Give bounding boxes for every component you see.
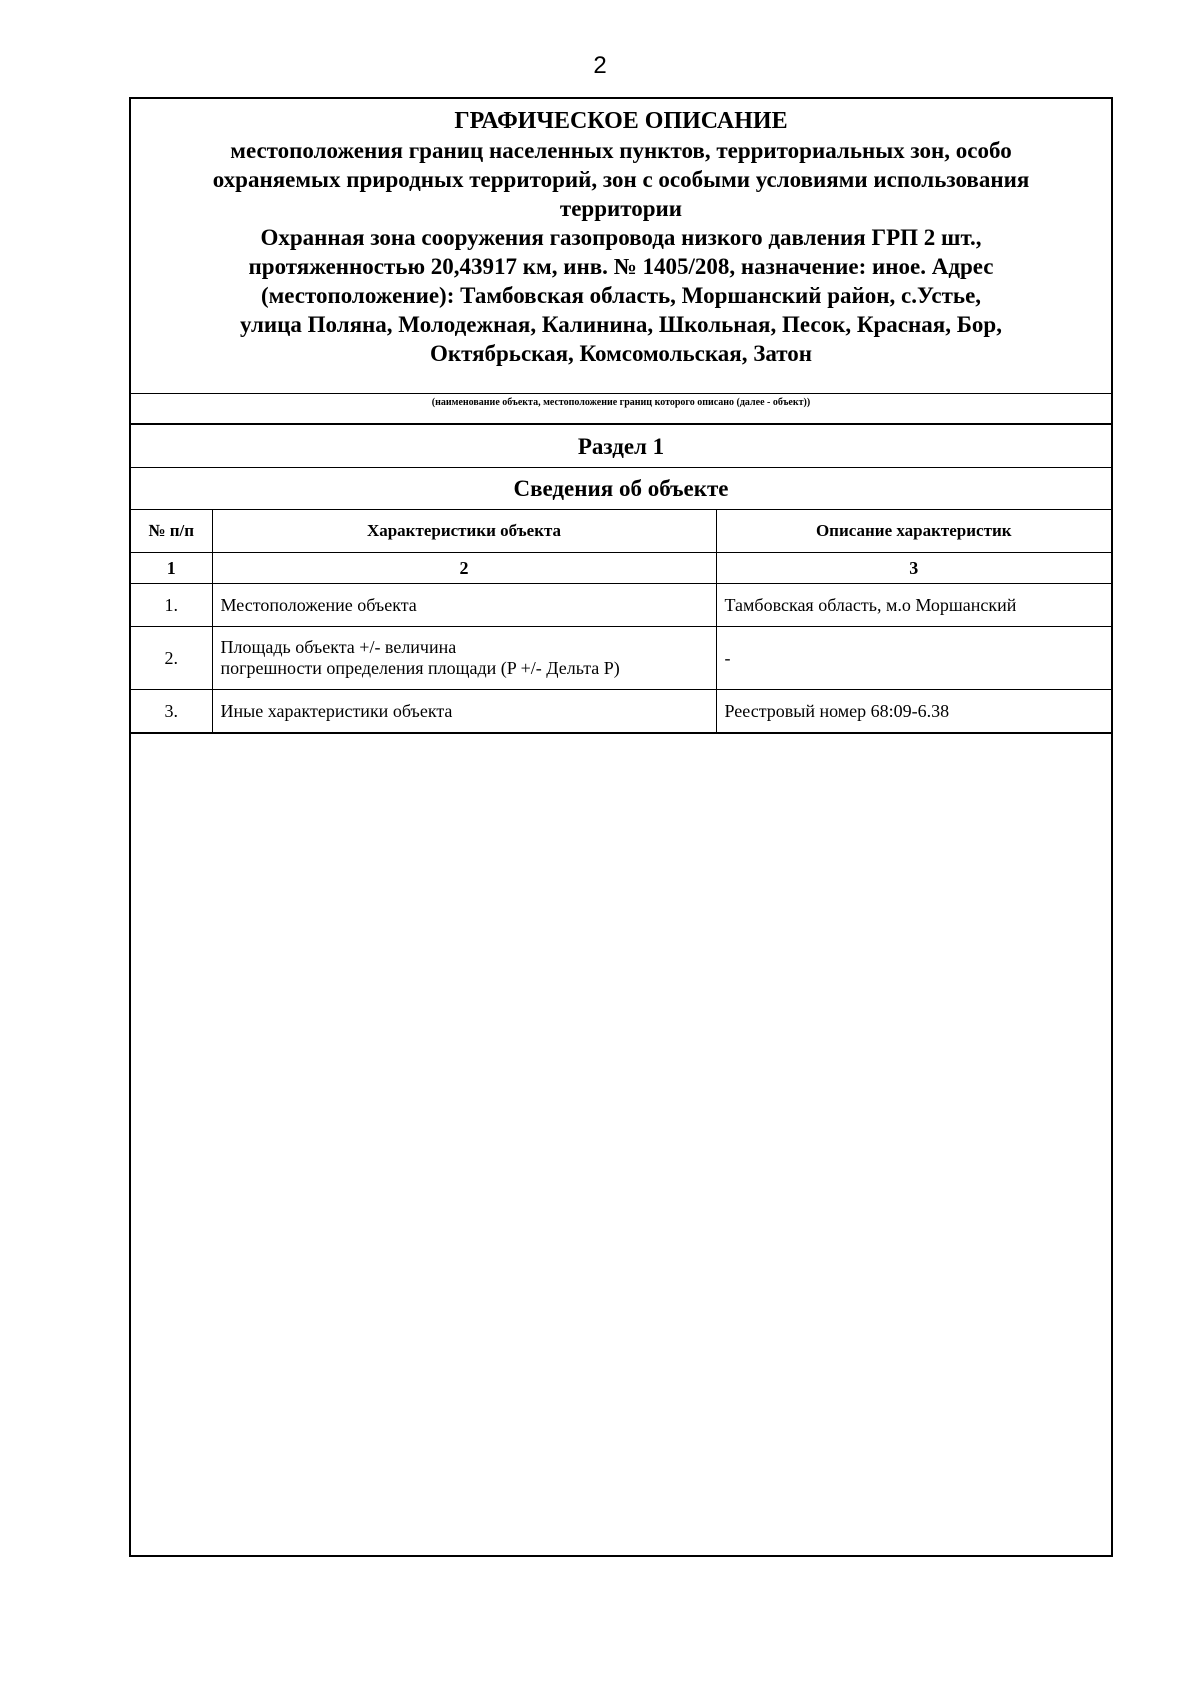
- row-description: Реестровый номер 68:09-6.38: [716, 690, 1111, 734]
- header-cell-number: № п/п: [131, 510, 212, 553]
- characteristic-line: Местоположение объекта: [220, 594, 417, 615]
- document-title: ГРАФИЧЕСКОЕ ОПИСАНИЕ: [454, 108, 788, 134]
- object-name-line: протяженностью 20,43917 км, инв. № 1405/208, назначение: иное. Адрес: [248, 254, 994, 279]
- object-name: [131, 223, 1111, 368]
- subtitle-line: охраняемых природных территорий, зон с особыми условиями использования: [212, 167, 1030, 192]
- object-name-line: Охранная зона сооружения газопровода низкого давления ГРП 2 шт.,: [260, 225, 982, 250]
- subtitle-line: местоположения границ населенных пунктов, территориальных зон, особо: [230, 138, 1012, 163]
- header-cell-characteristic: Характеристики объекта: [212, 510, 716, 553]
- characteristic-line: Площадь объекта +/- величина: [220, 637, 457, 657]
- table-row: [131, 690, 1111, 734]
- characteristic-line: Иные характеристики объекта: [220, 700, 453, 721]
- object-info-table: [131, 510, 1111, 734]
- column-number: 3: [716, 553, 1111, 584]
- table-row: [131, 584, 1111, 627]
- row-number: 1.: [131, 584, 212, 627]
- object-name-line: Октябрьская, Комсомольская, Затон: [429, 341, 813, 366]
- object-caption: (наименование объекта, местоположение границ которого описано (далее - объект)): [131, 394, 1111, 425]
- object-name-line: (местоположение): Тамбовская область, Моршанский район, с.Устье,: [260, 283, 982, 308]
- column-number: 1: [131, 553, 212, 584]
- row-characteristic: [212, 584, 716, 627]
- row-characteristic: [212, 627, 716, 690]
- object-name-line: улица Поляна, Молодежная, Калинина, Школьная, Песок, Красная, Бор,: [240, 312, 1002, 337]
- column-number: 2: [212, 553, 716, 584]
- row-characteristic: [212, 690, 716, 734]
- section-subtitle: Сведения об объекте: [131, 468, 1111, 510]
- row-description: Тамбовская область, м.о Моршанский: [716, 584, 1111, 627]
- document-subtitle: [131, 136, 1111, 223]
- header-cell-description: Описание характеристик: [716, 510, 1111, 553]
- document-header: [131, 99, 1111, 394]
- table-row: [131, 627, 1111, 690]
- page-number: 2: [593, 52, 607, 79]
- document-frame: [129, 97, 1113, 1557]
- table-header-row: [131, 510, 1111, 553]
- column-number-row: [131, 553, 1111, 584]
- row-description: -: [716, 627, 1111, 690]
- subtitle-line: территории: [559, 196, 683, 221]
- row-number: 2.: [131, 627, 212, 690]
- characteristic-line: погрешности определения площади (P +/- Дельта P): [220, 658, 620, 678]
- section-title: Раздел 1: [131, 425, 1111, 468]
- row-number: 3.: [131, 690, 212, 734]
